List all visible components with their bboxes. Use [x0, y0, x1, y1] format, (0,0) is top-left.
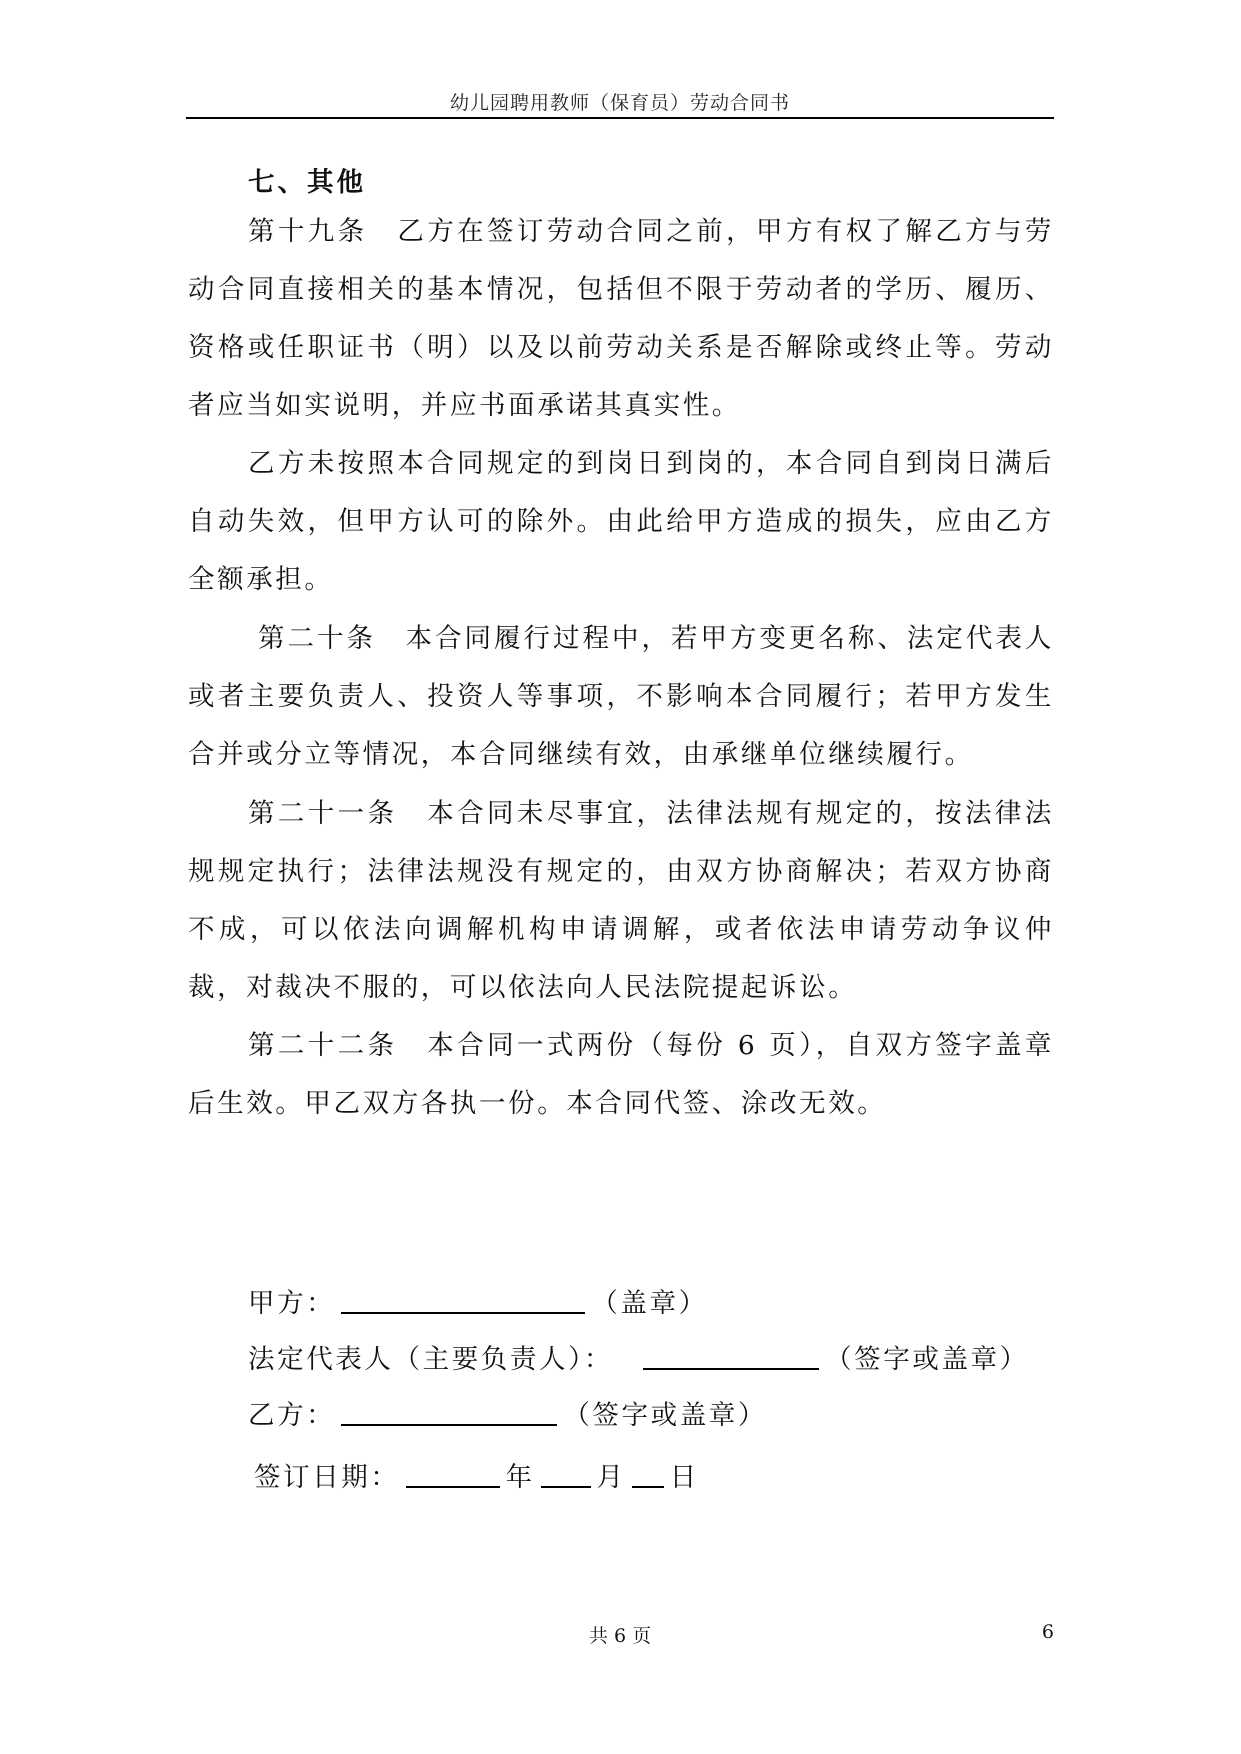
date-label: 签订日期：	[254, 1462, 400, 1493]
legal-rep-label: 法定代表人（主要负责人）：	[248, 1344, 614, 1375]
legal-rep-signature-blank[interactable]	[643, 1340, 819, 1370]
article-19-paragraph-2: 乙方未按照本合同规定的到岗日到岗的，本合同自到岗日满后自动失效，但甲方认可的除外。由此给甲方造成的损失，应由乙方全额承担。	[188, 448, 1054, 595]
header-divider	[186, 117, 1054, 119]
footer-page-number: 6	[1041, 1621, 1054, 1643]
date-year-label: 年	[505, 1462, 535, 1493]
signing-date	[254, 1458, 699, 1498]
signature-party-b	[248, 1396, 767, 1436]
party-b-label: 乙方：	[248, 1400, 336, 1431]
signature-legal-rep	[248, 1340, 1029, 1380]
article-21-paragraph: 第二十一条 本合同未尽事宜，法律法规有规定的，按法律法规规定执行；法律法规没有规定的，由双方协商解决；若双方协商不成，可以依法向调解机构申请调解，或者依法申请劳动争议仲裁，对裁决不服的，可以依法向人民法院提起诉讼。	[188, 798, 1054, 1003]
party-a-signature-blank[interactable]	[341, 1284, 585, 1314]
date-year-blank[interactable]	[406, 1458, 500, 1488]
date-month-label: 月	[596, 1462, 626, 1493]
signature-party-a	[248, 1284, 708, 1324]
legal-rep-note: （签字或盖章）	[825, 1344, 1029, 1375]
date-day-blank[interactable]	[632, 1458, 664, 1488]
article-22-paragraph: 第二十二条 本合同一式两份（每份 6 页），自双方签字盖章后生效。甲乙双方各执一份。本合同代签、涂改无效。	[188, 1030, 1054, 1119]
party-a-label: 甲方：	[248, 1288, 336, 1319]
party-a-note: （盖章）	[591, 1288, 708, 1319]
article-19-paragraph-1: 第十九条 乙方在签订劳动合同之前，甲方有权了解乙方与劳动合同直接相关的基本情况，包括但不限于劳动者的学历、履历、资格或任职证书（明）以及以前劳动关系是否解除或终止等。劳动者应当如实说明，并应书面承诺其真实性。	[188, 216, 1054, 421]
page-header-title: 幼儿园聘用教师（保育员）劳动合同书	[449, 92, 790, 114]
section-heading: 七、其他	[248, 167, 366, 198]
date-day-label: 日	[669, 1462, 699, 1493]
party-b-signature-blank[interactable]	[341, 1396, 557, 1426]
article-20-paragraph: 第二十条 本合同履行过程中，若甲方变更名称、法定代表人或者主要负责人、投资人等事项，不影响本合同履行；若甲方发生合并或分立等情况，本合同继续有效，由承继单位继续履行。	[188, 623, 1054, 770]
footer-total-pages: 共 6 页	[588, 1625, 652, 1647]
party-b-note: （签字或盖章）	[563, 1400, 768, 1431]
date-month-blank[interactable]	[541, 1458, 591, 1488]
